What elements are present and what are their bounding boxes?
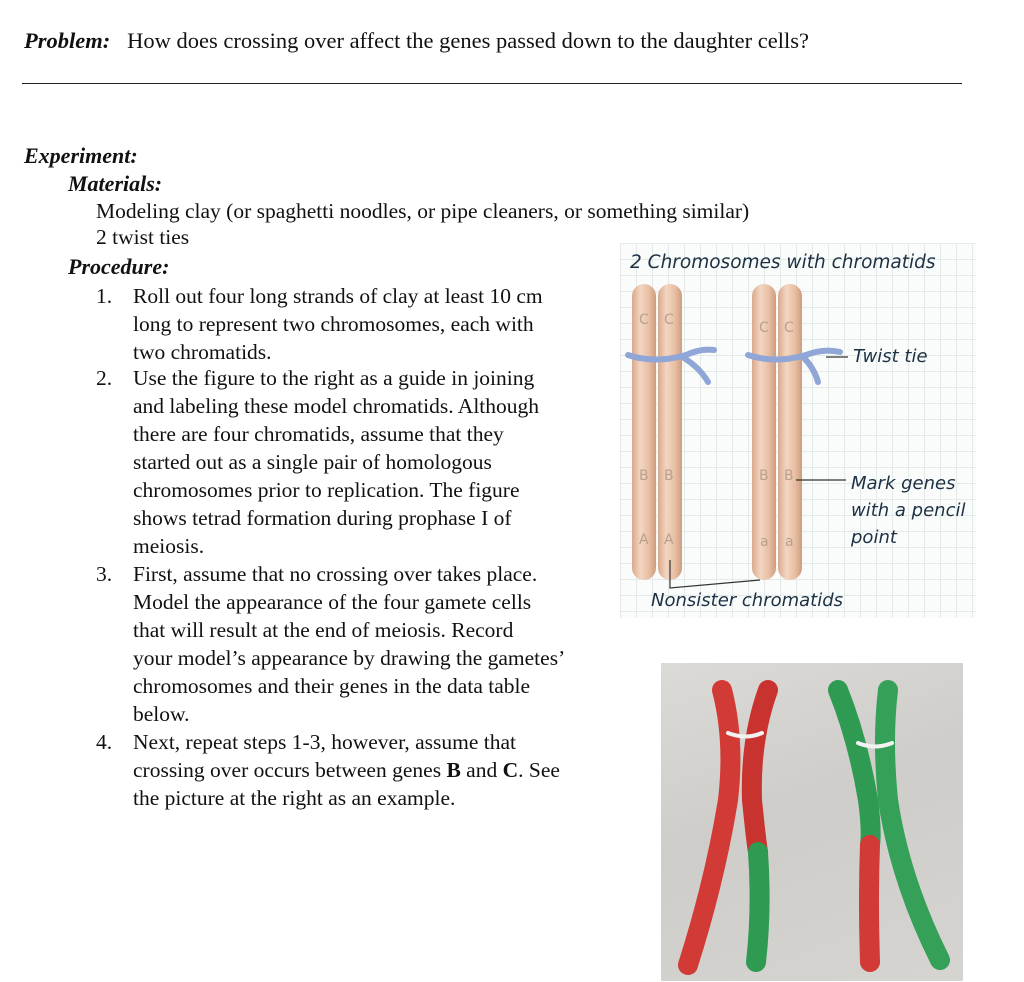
gene-mark-b: B — [784, 468, 794, 484]
procedure-step: 2. Use the figure to the right as a guide in joining and labeling these model chromatids. Although there are four chromatids, assume that they started out as a single pair of homologous chromosomes prior to replication. The figure shows tetrad formation during prophase I of meiosis. — [96, 366, 540, 558]
material-item: Modeling clay (or spaghetti noodles, or pipe cleaners, or something similar) — [96, 199, 750, 223]
mark-genes-label: Mark genes with a pencil point — [851, 473, 966, 548]
twist-tie-label: Twist tie — [853, 346, 928, 367]
clay-twist-tie-left — [728, 733, 762, 737]
gene-mark-c: C — [639, 312, 649, 328]
clay-red-strand-2 — [752, 690, 768, 852]
gene-mark-b: B — [664, 468, 674, 484]
procedure-step: 3. First, assume that no crossing over takes place. Model the appearance of the four gamete cells that will result at the end of meiosis. Record your model’s appearance by drawing the gametes’ chromosomes and their genes in the data table below. — [96, 562, 566, 726]
figure-title: 2 Chromosomes with chromatids — [630, 252, 936, 273]
experiment-heading: Experiment: — [24, 143, 138, 168]
gene-mark-c: C — [759, 320, 769, 336]
clay-red-crossover-segment — [869, 845, 870, 962]
gene-mark-a-recessive: a — [785, 534, 794, 550]
clay-green-crossover-segment — [756, 852, 760, 962]
gene-mark-b: B — [759, 468, 769, 484]
gene-mark-a: A — [639, 532, 649, 548]
clay-twist-tie-right — [858, 743, 892, 747]
problem-label: Problem: — [24, 28, 111, 53]
gene-mark-b: B — [639, 468, 649, 484]
step4-line1: Next, repeat steps 1-3, however, assume that — [133, 730, 517, 754]
clay-green-strand-2 — [885, 690, 940, 960]
clay-red-strand-1 — [688, 690, 730, 965]
problem-text: How does crossing over affect the genes passed down to the daughter cells? — [127, 28, 809, 53]
material-item: 2 twist ties — [96, 225, 190, 249]
clay-green-strand-1 — [838, 690, 871, 845]
gene-mark-c: C — [784, 320, 794, 336]
nonsister-chromatids-label: Nonsister chromatids — [651, 590, 844, 611]
procedure-step: 1. Roll out four long strands of clay at least 10 cm long to represent two chromosomes, each with two chromatids. — [96, 284, 543, 364]
procedure-step: 4. Next, repeat steps 1-3, however, assume that crossing over occurs between genes B and C. See the picture at the right as an example. — [96, 728, 621, 812]
gene-mark-c: C — [664, 312, 674, 328]
gene-letter: C — [502, 758, 519, 782]
procedure-heading: Procedure: — [68, 254, 170, 279]
gene-letter: B — [446, 758, 461, 782]
gene-mark-a: A — [664, 532, 674, 548]
gene-mark-a-recessive: a — [760, 534, 769, 550]
step4-line2: crossing over occurs between genes B and C. See — [133, 758, 560, 782]
materials-heading: Materials: — [68, 171, 163, 196]
